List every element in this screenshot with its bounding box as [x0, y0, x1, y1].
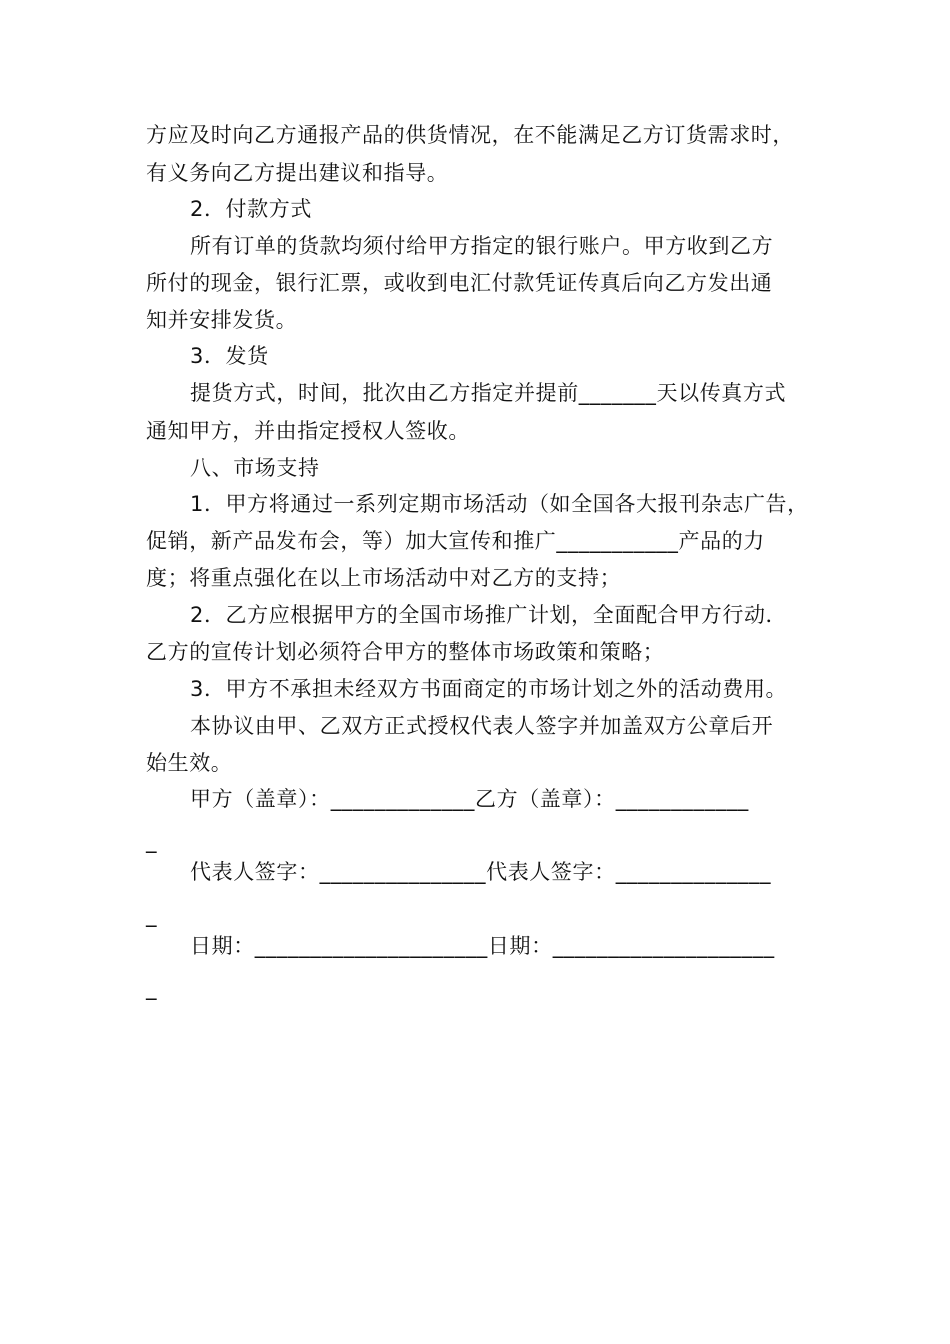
paragraph-line: 乙方的宣传计划必须符合甲方的整体市场政策和策略； [146, 640, 665, 664]
signature-line-date: 日期：_____________________日期：____________________ [190, 934, 775, 958]
section-heading: 八、市场支持 [190, 456, 320, 480]
signature-line-wrap: _ [146, 829, 158, 853]
paragraph-line: 通知甲方，并由指定授权人签收。 [146, 419, 470, 443]
paragraph-line: 方应及时向乙方通报产品的供货情况，在不能满足乙方订货需求时， [146, 123, 794, 147]
paragraph-line: 本协议由甲、乙双方正式授权代表人签字并加盖双方公章后开 [190, 714, 774, 738]
paragraph-line: 知并安排发货。 [146, 308, 298, 332]
paragraph-line: 3．甲方不承担未经双方书面商定的市场计划之外的活动费用。 [190, 677, 788, 701]
section-heading: 3．发货 [190, 344, 269, 368]
paragraph-line: 2．乙方应根据甲方的全国市场推广计划，全面配合甲方行动． [190, 603, 788, 627]
signature-line-wrap: _ [146, 976, 158, 1000]
paragraph-line: 度；将重点强化在以上市场活动中对乙方的支持； [146, 566, 622, 590]
paragraph-line: 有义务向乙方提出建议和指导。 [146, 161, 449, 185]
paragraph-line: 始生效。 [146, 751, 233, 775]
section-heading: 2．付款方式 [190, 197, 312, 221]
paragraph-line: 提货方式，时间，批次由乙方指定并提前_______天以传真方式 [190, 381, 787, 405]
paragraph-line: 所有订单的货款均须付给甲方指定的银行账户。甲方收到乙方 [190, 234, 774, 258]
signature-line-wrap: _ [146, 903, 158, 927]
paragraph-line: 所付的现金，银行汇票，或收到电汇付款凭证传真后向乙方发出通 [146, 271, 773, 295]
signature-line-representative: 代表人签字：_______________代表人签字：______________ [190, 860, 772, 884]
paragraph-line: 1．甲方将通过一系列定期市场活动（如全国各大报刊杂志广告， [190, 492, 809, 516]
paragraph-line: 促销，新产品发布会，等）加大宣传和推广___________产品的力 [146, 529, 765, 553]
signature-line-seal: 甲方（盖章）：_____________乙方（盖章）：____________ [190, 787, 749, 811]
